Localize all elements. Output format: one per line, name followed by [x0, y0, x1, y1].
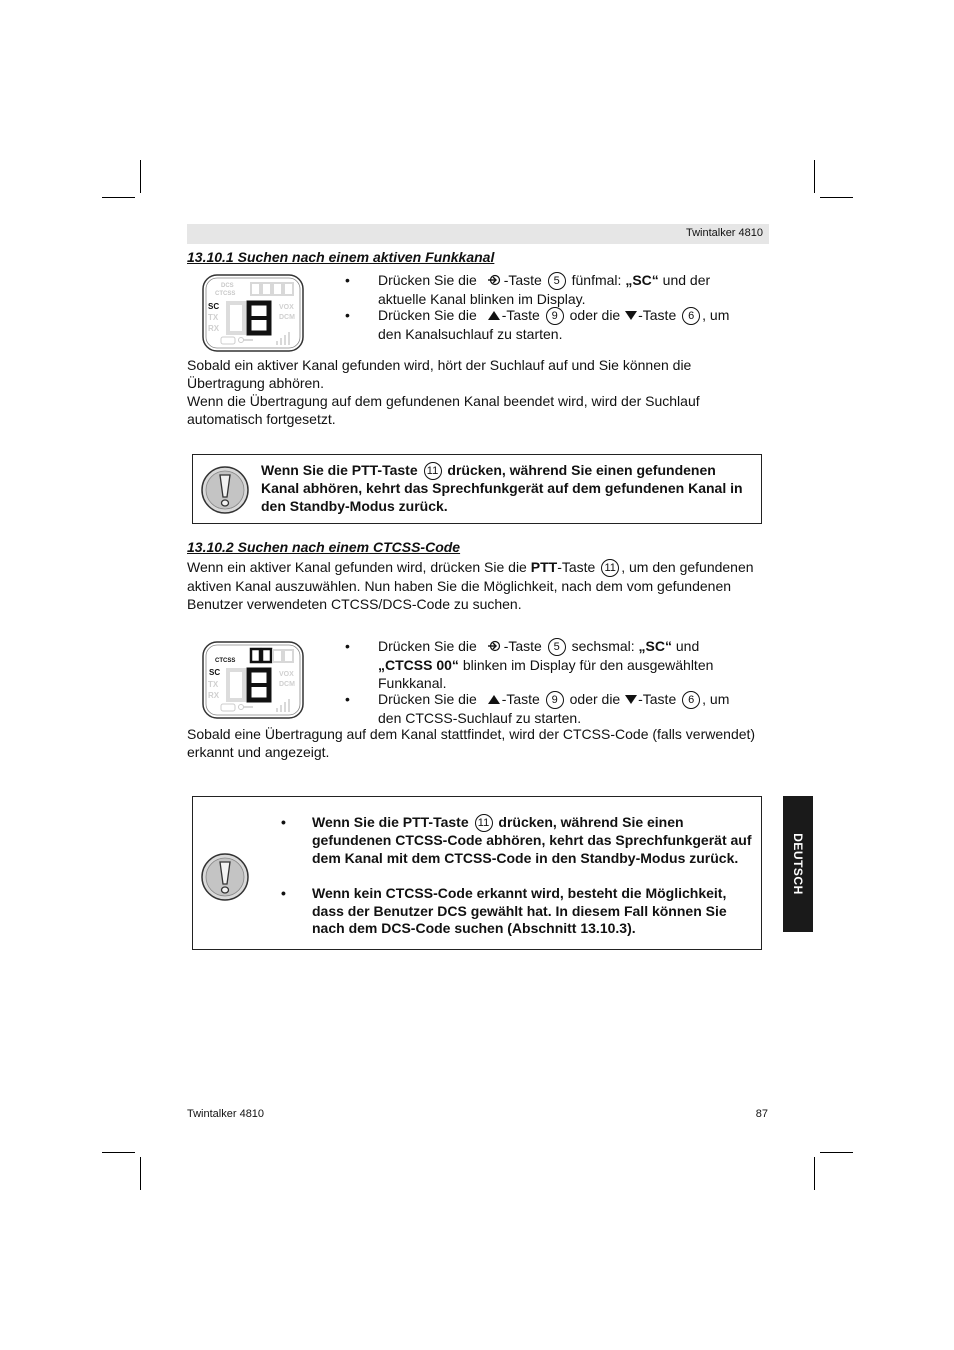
- key-number-badge: 11: [424, 462, 442, 480]
- list-item: • Drücken Sie die -Taste 9 oder die -Taste 6 , um den CTCSS-Suchlauf zu starten.: [345, 691, 730, 726]
- footer-title: Twintalker 4810: [187, 1108, 265, 1120]
- page-number: 87: [755, 1108, 768, 1120]
- paragraph: Wenn die Übertragung auf dem gefundenen Kanal beendet wird, wird der Suchlauf automatisch fortgesetzt.: [187, 393, 700, 427]
- crop-mark: [102, 1152, 135, 1153]
- menu-key-icon: [487, 274, 503, 286]
- header-bar: [187, 224, 769, 244]
- lcd-sc-label: SC: [209, 668, 221, 677]
- menu-key-icon: [487, 640, 503, 652]
- lcd-tx-label: TX: [208, 313, 219, 322]
- key-number-badge: 11: [475, 814, 493, 832]
- section-heading-1: 13.10.1 Suchen nach einem aktiven Funkkanal: [187, 249, 495, 265]
- lcd-dcm-label: DCM: [279, 681, 295, 688]
- crop-mark: [102, 197, 135, 198]
- warning-exclamation-icon: [200, 852, 250, 902]
- lcd-tx-label: TX: [208, 680, 219, 689]
- list-item: • Drücken Sie die -Taste 9 oder die -Taste 6 , um den Kanalsuchlauf zu starten.: [345, 307, 730, 342]
- note-box: [192, 796, 762, 950]
- note-text: Wenn Sie die PTT-Taste 11 drücken, während Sie einen gefundenen Kanal abhören, kehrt das Sprechfunkgerät auf dem gefundenen Kanal in den Standby-Modus zurück.: [261, 462, 743, 514]
- crop-mark: [140, 1157, 141, 1190]
- header-title: Twintalker 4810: [685, 227, 763, 239]
- key-number-badge: 9: [546, 307, 564, 325]
- list-item: • Drücken Sie die -Taste 5 sechsmal: „SC“ und „CTCSS 00“ blinken im Display für den ausgewählten Funkkanal.: [345, 638, 714, 691]
- up-arrow-icon: [487, 694, 501, 705]
- lcd-vox-label: VOX: [279, 671, 294, 678]
- lcd-display-image: [201, 640, 305, 720]
- lcd-dcm-label: DCM: [279, 314, 295, 321]
- warning-exclamation-icon: [200, 465, 250, 515]
- key-number-badge: 5: [548, 638, 566, 656]
- list-item: • Wenn Sie die PTT-Taste 11 drücken, während Sie einen gefundenen CTCSS-Code abhören, kehrt das Sprechfunkgerät auf dem Kanal mit dem CTCSS-Code in den Standby-Modus zurück.: [281, 814, 752, 866]
- key-number-badge: 6: [682, 691, 700, 709]
- crop-mark: [820, 1152, 853, 1153]
- paragraph: Sobald eine Übertragung auf dem Kanal stattfindet, wird der CTCSS-Code (falls verwendet) erkannt und angezeigt.: [187, 726, 756, 760]
- section-heading-2: 13.10.2 Suchen nach einem CTCSS-Code: [187, 539, 461, 555]
- lcd-dcs-label: DCS: [221, 283, 234, 289]
- list-item: • Drücken Sie die -Taste 5 fünfmal: „SC“ und der aktuelle Kanal blinken im Display.: [345, 272, 711, 307]
- down-arrow-icon: [624, 694, 638, 705]
- lcd-rx-label: RX: [208, 324, 220, 333]
- language-tab: DEUTSCH: [783, 796, 813, 932]
- key-number-badge: 6: [682, 307, 700, 325]
- lcd-display-image: [201, 273, 305, 353]
- lcd-rx-label: RX: [208, 691, 220, 700]
- list-item: • Wenn kein CTCSS-Code erkannt wird, besteht die Möglichkeit, dass der Benutzer DCS gewählt hat. In diesem Fall können Sie nach dem DCS-Code suchen (Abschnitt 13.10.3).: [281, 885, 727, 936]
- crop-mark: [820, 197, 853, 198]
- note-box: [192, 454, 762, 524]
- lcd-ctcss-label: CTCSS: [215, 291, 236, 297]
- lcd-vox-label: VOX: [279, 304, 294, 311]
- lcd-sc-label: SC: [208, 302, 220, 311]
- down-arrow-icon: [624, 310, 638, 321]
- up-arrow-icon: [487, 310, 501, 321]
- paragraph: Sobald ein aktiver Kanal gefunden wird, hört der Suchlauf auf und Sie können die Übertragung abhören.: [187, 357, 692, 391]
- crop-mark: [814, 1157, 815, 1190]
- key-number-badge: 11: [601, 559, 619, 577]
- paragraph: Wenn ein aktiver Kanal gefunden wird, drücken Sie die PTT-Taste 11 , um den gefundenen aktiven Kanal auszuwählen. Nun haben Sie die Möglichkeit, nach dem vom gefundenen Benutzer verwendeten CTCSS/DCS-Code zu suchen.: [187, 559, 754, 612]
- crop-mark: [814, 160, 815, 193]
- lcd-ctcss-label: CTCSS: [215, 658, 236, 664]
- crop-mark: [140, 160, 141, 193]
- key-number-badge: 9: [546, 691, 564, 709]
- key-number-badge: 5: [548, 272, 566, 290]
